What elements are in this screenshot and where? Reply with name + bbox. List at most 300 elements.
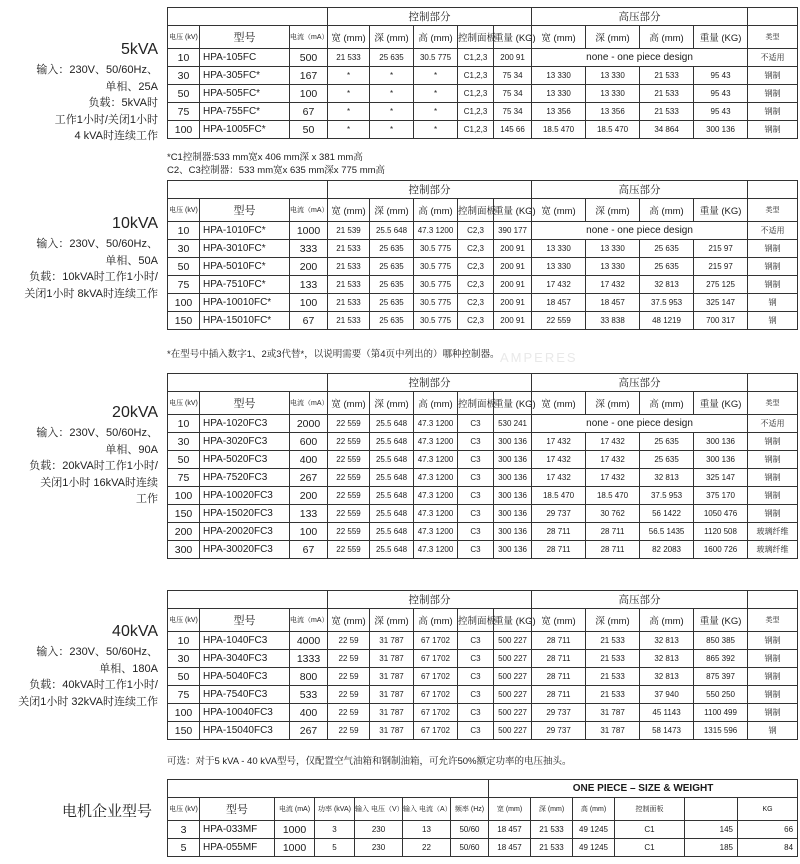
cell-model: HPA-10010FC* (200, 294, 290, 312)
table-row (168, 433, 798, 451)
cell-w: 22 559 (328, 541, 370, 559)
cell-hd: 18 457 (586, 294, 640, 312)
cell-kv: 50 (168, 258, 200, 276)
table-row (168, 294, 798, 312)
cell-model: HPA-30020FC3 (200, 541, 290, 559)
section-desc-line: 4 kVA时连续工作 (74, 130, 158, 142)
header-depth: 深 (mm) (586, 26, 640, 49)
cell-h: 67 1702 (414, 668, 458, 686)
header-type: 类型 (748, 392, 798, 415)
cell-wt: 500 227 (494, 704, 532, 722)
cell-type: 钢制 (748, 632, 798, 650)
cell-type: 钢 (748, 722, 798, 740)
cell-h: 47.3 1200 (414, 469, 458, 487)
header-width: 宽 (mm) (532, 609, 586, 632)
motor-cell-kv: 5 (168, 839, 200, 857)
cell-hh: 32 813 (640, 650, 694, 668)
cell-cur: 533 (290, 686, 328, 704)
header-height: 高 (mm) (640, 26, 694, 49)
cell-hd: 18.5 470 (586, 121, 640, 139)
motor-header-kv: 电压 (kV) (168, 798, 200, 821)
header-panel: 控制面板 (458, 392, 494, 415)
cell-hw: 18.5 470 (532, 487, 586, 505)
cell-hw: 13 330 (532, 240, 586, 258)
cell-h: 47.3 1200 (414, 415, 458, 433)
cell-type: 不适用 (748, 49, 798, 67)
motor-cell-pwr: 5 (315, 839, 355, 857)
cell-d: 25 635 (370, 294, 414, 312)
header-kv: 电压 (kV) (168, 609, 200, 632)
header-weight: 重量 (KG) (694, 392, 748, 415)
header-model: 型号 (200, 199, 290, 222)
cell-type: 钢 (748, 312, 798, 330)
cell-hh: 21 533 (640, 67, 694, 85)
notes-10kva (167, 348, 500, 361)
motor-cell-d: 21 533 (531, 839, 573, 857)
cell-model: HPA-105FC (200, 49, 290, 67)
cell-type: 钢制 (748, 487, 798, 505)
cell-d: 31 787 (370, 632, 414, 650)
section-kva-title: 20kVA (112, 404, 158, 421)
cell-hd: 31 787 (586, 704, 640, 722)
cell-model: HPA-3040FC3 (200, 650, 290, 668)
cell-hh: 25 635 (640, 451, 694, 469)
header-depth: 深 (mm) (370, 199, 414, 222)
cell-kv: 150 (168, 312, 200, 330)
section-desc-line: 工作1小时/关闭1小时 (54, 113, 158, 126)
cell-model: HPA-1040FC3 (200, 632, 290, 650)
table-row (168, 103, 798, 121)
cell-type: 不适用 (748, 415, 798, 433)
cell-h: 30.5 775 (414, 276, 458, 294)
section-desc-line: 负载：40kVA时工作1小时/ (29, 679, 158, 691)
cell-type: 钢制 (748, 469, 798, 487)
cell-d: 25 635 (370, 240, 414, 258)
cell-panel: C2,3 (458, 294, 494, 312)
cell-cur: 4000 (290, 632, 328, 650)
cell-w: 22 559 (328, 415, 370, 433)
cell-h: 67 1702 (414, 686, 458, 704)
cell-model: HPA-505FC* (200, 85, 290, 103)
cell-d: 25 635 (370, 276, 414, 294)
cell-model: HPA-3010FC* (200, 240, 290, 258)
motor-cell-kv: 3 (168, 821, 200, 839)
cell-model: HPA-15020FC3 (200, 505, 290, 523)
motor-header-blank (685, 798, 738, 821)
cell-d: 31 787 (370, 650, 414, 668)
header-type: 类型 (748, 26, 798, 49)
cell-type: 钢制 (748, 451, 798, 469)
cell-h: * (414, 85, 458, 103)
header-blank (168, 591, 328, 609)
section-desc-line: 负载：10kVA时工作1小时/ (29, 271, 158, 283)
table-row (168, 49, 798, 67)
header-depth: 深 (mm) (586, 609, 640, 632)
header-panel: 控制面板 (458, 609, 494, 632)
motor-cell-w: 18 457 (489, 839, 531, 857)
header-weight: 重量 (KG) (494, 392, 532, 415)
cell-cur: 167 (290, 67, 328, 85)
header-weight: 重量 (KG) (694, 199, 748, 222)
section-desc-line: 单相、180A (99, 662, 158, 675)
header-weight: 重量 (KG) (694, 609, 748, 632)
cell-hwt: 300 136 (694, 433, 748, 451)
cell-kv: 100 (168, 704, 200, 722)
cell-cur: 100 (290, 294, 328, 312)
cell-hwt: 1600 726 (694, 541, 748, 559)
notes-5kva (167, 151, 385, 177)
header-blank (168, 8, 328, 26)
cell-model: HPA-3020FC3 (200, 433, 290, 451)
section-kva-title: 10kVA (112, 215, 158, 232)
cell-hh: 34 864 (640, 121, 694, 139)
cell-d: 31 787 (370, 722, 414, 740)
cell-type: 钢制 (748, 85, 798, 103)
note-line: *在型号中插入数字1、2或3代替*，以说明需要（第4页中列出的）哪种控制器。 (167, 349, 500, 360)
cell-h: 30.5 775 (414, 240, 458, 258)
cell-hh: 58 1473 (640, 722, 694, 740)
cell-kv: 50 (168, 668, 200, 686)
cell-cur: 500 (290, 49, 328, 67)
cell-hw: 28 711 (532, 668, 586, 686)
cell-model: HPA-1005FC* (200, 121, 290, 139)
cell-hwt: 215 97 (694, 240, 748, 258)
cell-hd: 30 762 (586, 505, 640, 523)
cell-hd: 13 330 (586, 258, 640, 276)
cell-model: HPA-20020FC3 (200, 523, 290, 541)
cell-wt: 145 66 (494, 121, 532, 139)
table-row (168, 541, 798, 559)
cell-hw: 13 330 (532, 258, 586, 276)
header-hv-group: 高压部分 (532, 591, 748, 609)
cell-kv: 150 (168, 722, 200, 740)
cell-cur: 1333 (290, 650, 328, 668)
table-row (168, 222, 798, 240)
cell-hd: 17 432 (586, 433, 640, 451)
cell-kv: 75 (168, 686, 200, 704)
cell-hd: 17 432 (586, 451, 640, 469)
cell-type: 钢制 (748, 240, 798, 258)
table-row (168, 686, 798, 704)
spec-table-20kva (167, 373, 798, 559)
motor-cell-ia: 22 (403, 839, 451, 857)
cell-w: * (328, 121, 370, 139)
header-current: 电流（mA） (290, 609, 328, 632)
cell-panel: C2,3 (458, 258, 494, 276)
cell-cur: 133 (290, 505, 328, 523)
cell-cur: 200 (290, 487, 328, 505)
section-desc-line: 关闭1小时 32kVA时连续工作 (18, 695, 158, 708)
cell-cur: 333 (290, 240, 328, 258)
header-panel: 控制面板 (458, 199, 494, 222)
cell-hwt: 700 317 (694, 312, 748, 330)
header-blank (748, 181, 798, 199)
motor-cell-iv: 230 (355, 821, 403, 839)
header-hv-group: 高压部分 (532, 181, 748, 199)
watermark: AMPERES (500, 350, 578, 365)
cell-wt: 500 227 (494, 686, 532, 704)
motor-cell-hz: 50/60 (451, 839, 489, 857)
cell-hv_merged: none - one piece design (532, 222, 748, 240)
cell-d: 25 635 (370, 312, 414, 330)
cell-cur: 2000 (290, 415, 328, 433)
cell-cur: 67 (290, 541, 328, 559)
cell-hd: 13 330 (586, 85, 640, 103)
cell-cur: 200 (290, 258, 328, 276)
motor-cell-model: HPA-033MF (200, 821, 275, 839)
cell-hv_merged: none - one piece design (532, 415, 748, 433)
motor-cell-cur: 1000 (275, 821, 315, 839)
motor-header-panel: 控制面板 (615, 798, 685, 821)
cell-cur: 67 (290, 312, 328, 330)
cell-hh: 56.5 1435 (640, 523, 694, 541)
motor-cell-panel: C1 (615, 821, 685, 839)
cell-cur: 100 (290, 523, 328, 541)
cell-d: 25.5 648 (370, 222, 414, 240)
cell-wt: 200 91 (494, 240, 532, 258)
cell-hh: 48 1219 (640, 312, 694, 330)
header-blank (168, 374, 328, 392)
section-desc-line: 工作 (136, 493, 158, 505)
cell-kv: 75 (168, 276, 200, 294)
motor-table (167, 779, 798, 857)
cell-type: 钢制 (748, 258, 798, 276)
cell-h: 67 1702 (414, 704, 458, 722)
cell-w: 22 59 (328, 722, 370, 740)
cell-panel: C3 (458, 523, 494, 541)
cell-kv: 10 (168, 49, 200, 67)
header-control-group: 控制部分 (328, 374, 532, 392)
motor-cell-w: 18 457 (489, 821, 531, 839)
cell-w: 22 559 (328, 523, 370, 541)
motor-cell-n1: 185 (685, 839, 738, 857)
header-model: 型号 (200, 609, 290, 632)
section-desc-line: 输入：230V、50/60Hz、 (36, 646, 158, 658)
header-width: 宽 (mm) (532, 199, 586, 222)
cell-type: 钢制 (748, 650, 798, 668)
cell-type: 玻璃纤维 (748, 523, 798, 541)
cell-panel: C3 (458, 650, 494, 668)
header-width: 宽 (mm) (328, 26, 370, 49)
header-depth: 深 (mm) (586, 199, 640, 222)
cell-panel: C1,2,3 (458, 85, 494, 103)
cell-model: HPA-7540FC3 (200, 686, 290, 704)
cell-hw: 18 457 (532, 294, 586, 312)
cell-hw: 18.5 470 (532, 121, 586, 139)
header-weight: 重量 (KG) (494, 26, 532, 49)
header-type: 类型 (748, 609, 798, 632)
cell-type: 不适用 (748, 222, 798, 240)
cell-wt: 500 227 (494, 650, 532, 668)
cell-hwt: 300 136 (694, 451, 748, 469)
cell-hd: 28 711 (586, 541, 640, 559)
cell-h: 67 1702 (414, 722, 458, 740)
cell-hwt: 325 147 (694, 469, 748, 487)
cell-kv: 100 (168, 294, 200, 312)
section-desc-line: 单相、50A (105, 254, 158, 267)
cell-d: 25.5 648 (370, 451, 414, 469)
cell-hh: 45 1143 (640, 704, 694, 722)
cell-w: 21 533 (328, 258, 370, 276)
cell-d: 25.5 648 (370, 415, 414, 433)
cell-panel: C2,3 (458, 222, 494, 240)
motor-header-w: 宽 (mm) (489, 798, 531, 821)
table-row (168, 240, 798, 258)
table-row (168, 121, 798, 139)
cell-model: HPA-15040FC3 (200, 722, 290, 740)
cell-d: 25 635 (370, 49, 414, 67)
motor-cell-n1: 145 (685, 821, 738, 839)
cell-wt: 200 91 (494, 258, 532, 276)
cell-type: 钢制 (748, 686, 798, 704)
cell-hw: 28 711 (532, 650, 586, 668)
note-line: *C1控制器:533 mm宽x 406 mm深 x 381 mm高 (167, 152, 363, 163)
cell-h: * (414, 103, 458, 121)
header-type: 类型 (748, 199, 798, 222)
cell-w: 22 559 (328, 505, 370, 523)
cell-wt: 300 136 (494, 469, 532, 487)
motor-cell-hz: 50/60 (451, 821, 489, 839)
cell-wt: 500 227 (494, 668, 532, 686)
spec-table-40kva (167, 590, 798, 740)
header-control-group: 控制部分 (328, 181, 532, 199)
cell-hh: 25 635 (640, 258, 694, 276)
cell-wt: 200 91 (494, 294, 532, 312)
section-desc-line: 单相、90A (105, 443, 158, 456)
cell-model: HPA-7510FC* (200, 276, 290, 294)
cell-model: HPA-10020FC3 (200, 487, 290, 505)
cell-w: 22 59 (328, 632, 370, 650)
motor-cell-kg: 84 (738, 839, 798, 857)
header-height: 高 (mm) (640, 392, 694, 415)
cell-hwt: 325 147 (694, 294, 748, 312)
cell-cur: 600 (290, 433, 328, 451)
cell-d: 25.5 648 (370, 469, 414, 487)
cell-hd: 17 432 (586, 469, 640, 487)
cell-kv: 150 (168, 505, 200, 523)
cell-hd: 13 356 (586, 103, 640, 121)
table-row (168, 469, 798, 487)
header-height: 高 (mm) (414, 392, 458, 415)
cell-hw: 13 356 (532, 103, 586, 121)
cell-panel: C3 (458, 487, 494, 505)
cell-hd: 21 533 (586, 686, 640, 704)
cell-d: 25.5 648 (370, 433, 414, 451)
table-row (168, 505, 798, 523)
cell-type: 钢制 (748, 121, 798, 139)
motor-cell-d: 21 533 (531, 821, 573, 839)
table-row (168, 487, 798, 505)
motor-header-current: 电流 (mA) (275, 798, 315, 821)
cell-d: 25.5 648 (370, 541, 414, 559)
cell-kv: 100 (168, 487, 200, 505)
cell-panel: C2,3 (458, 240, 494, 258)
cell-w: 22 59 (328, 704, 370, 722)
header-blank (748, 8, 798, 26)
cell-hw: 29 737 (532, 704, 586, 722)
cell-h: 47.3 1200 (414, 541, 458, 559)
cell-hwt: 1315 596 (694, 722, 748, 740)
cell-wt: 75 34 (494, 67, 532, 85)
cell-panel: C3 (458, 469, 494, 487)
cell-hwt: 850 385 (694, 632, 748, 650)
cell-hwt: 95 43 (694, 103, 748, 121)
motor-header-kg: KG (738, 798, 798, 821)
cell-cur: 67 (290, 103, 328, 121)
header-current: 电流（mA） (290, 392, 328, 415)
header-height: 高 (mm) (640, 199, 694, 222)
cell-model: HPA-5020FC3 (200, 451, 290, 469)
cell-h: 47.3 1200 (414, 451, 458, 469)
section-20kva-info (0, 403, 158, 508)
table-row (168, 632, 798, 650)
table-row (168, 276, 798, 294)
header-blank (748, 374, 798, 392)
header-control-group: 控制部分 (328, 591, 532, 609)
cell-w: 22 59 (328, 668, 370, 686)
cell-hh: 37.5 953 (640, 487, 694, 505)
motor-cell-ia: 13 (403, 821, 451, 839)
cell-cur: 800 (290, 668, 328, 686)
header-weight: 重量 (KG) (494, 199, 532, 222)
cell-w: 21 539 (328, 222, 370, 240)
header-height: 高 (mm) (414, 609, 458, 632)
header-depth: 深 (mm) (370, 26, 414, 49)
cell-w: 22 59 (328, 686, 370, 704)
cell-h: 30.5 775 (414, 294, 458, 312)
cell-w: 21 533 (328, 276, 370, 294)
header-width: 宽 (mm) (328, 392, 370, 415)
cell-w: 21 533 (328, 294, 370, 312)
cell-wt: 75 34 (494, 103, 532, 121)
cell-h: 47.3 1200 (414, 433, 458, 451)
cell-cur: 1000 (290, 222, 328, 240)
cell-panel: C3 (458, 505, 494, 523)
cell-wt: 500 227 (494, 722, 532, 740)
cell-d: 25.5 648 (370, 487, 414, 505)
cell-wt: 300 136 (494, 505, 532, 523)
cell-hd: 21 533 (586, 650, 640, 668)
cell-hwt: 375 170 (694, 487, 748, 505)
cell-hwt: 1100 499 (694, 704, 748, 722)
cell-cur: 133 (290, 276, 328, 294)
header-one-piece-group: ONE PIECE – SIZE & WEIGHT (489, 780, 798, 798)
motor-row (168, 821, 798, 839)
cell-w: * (328, 103, 370, 121)
header-height: 高 (mm) (640, 609, 694, 632)
table-row (168, 650, 798, 668)
table-row (168, 312, 798, 330)
cell-hwt: 275 125 (694, 276, 748, 294)
cell-kv: 75 (168, 469, 200, 487)
cell-wt: 300 136 (494, 433, 532, 451)
cell-hd: 13 330 (586, 67, 640, 85)
cell-hw: 17 432 (532, 433, 586, 451)
cell-panel: C3 (458, 433, 494, 451)
cell-hw: 13 330 (532, 85, 586, 103)
cell-cur: 267 (290, 722, 328, 740)
cell-hh: 82 2083 (640, 541, 694, 559)
cell-hw: 28 711 (532, 541, 586, 559)
cell-h: 30.5 775 (414, 49, 458, 67)
header-blank (748, 591, 798, 609)
cell-w: 21 533 (328, 312, 370, 330)
cell-hh: 32 813 (640, 632, 694, 650)
cell-model: HPA-1020FC3 (200, 415, 290, 433)
cell-kv: 50 (168, 451, 200, 469)
section-5kva-info (0, 40, 158, 145)
cell-hwt: 1050 476 (694, 505, 748, 523)
